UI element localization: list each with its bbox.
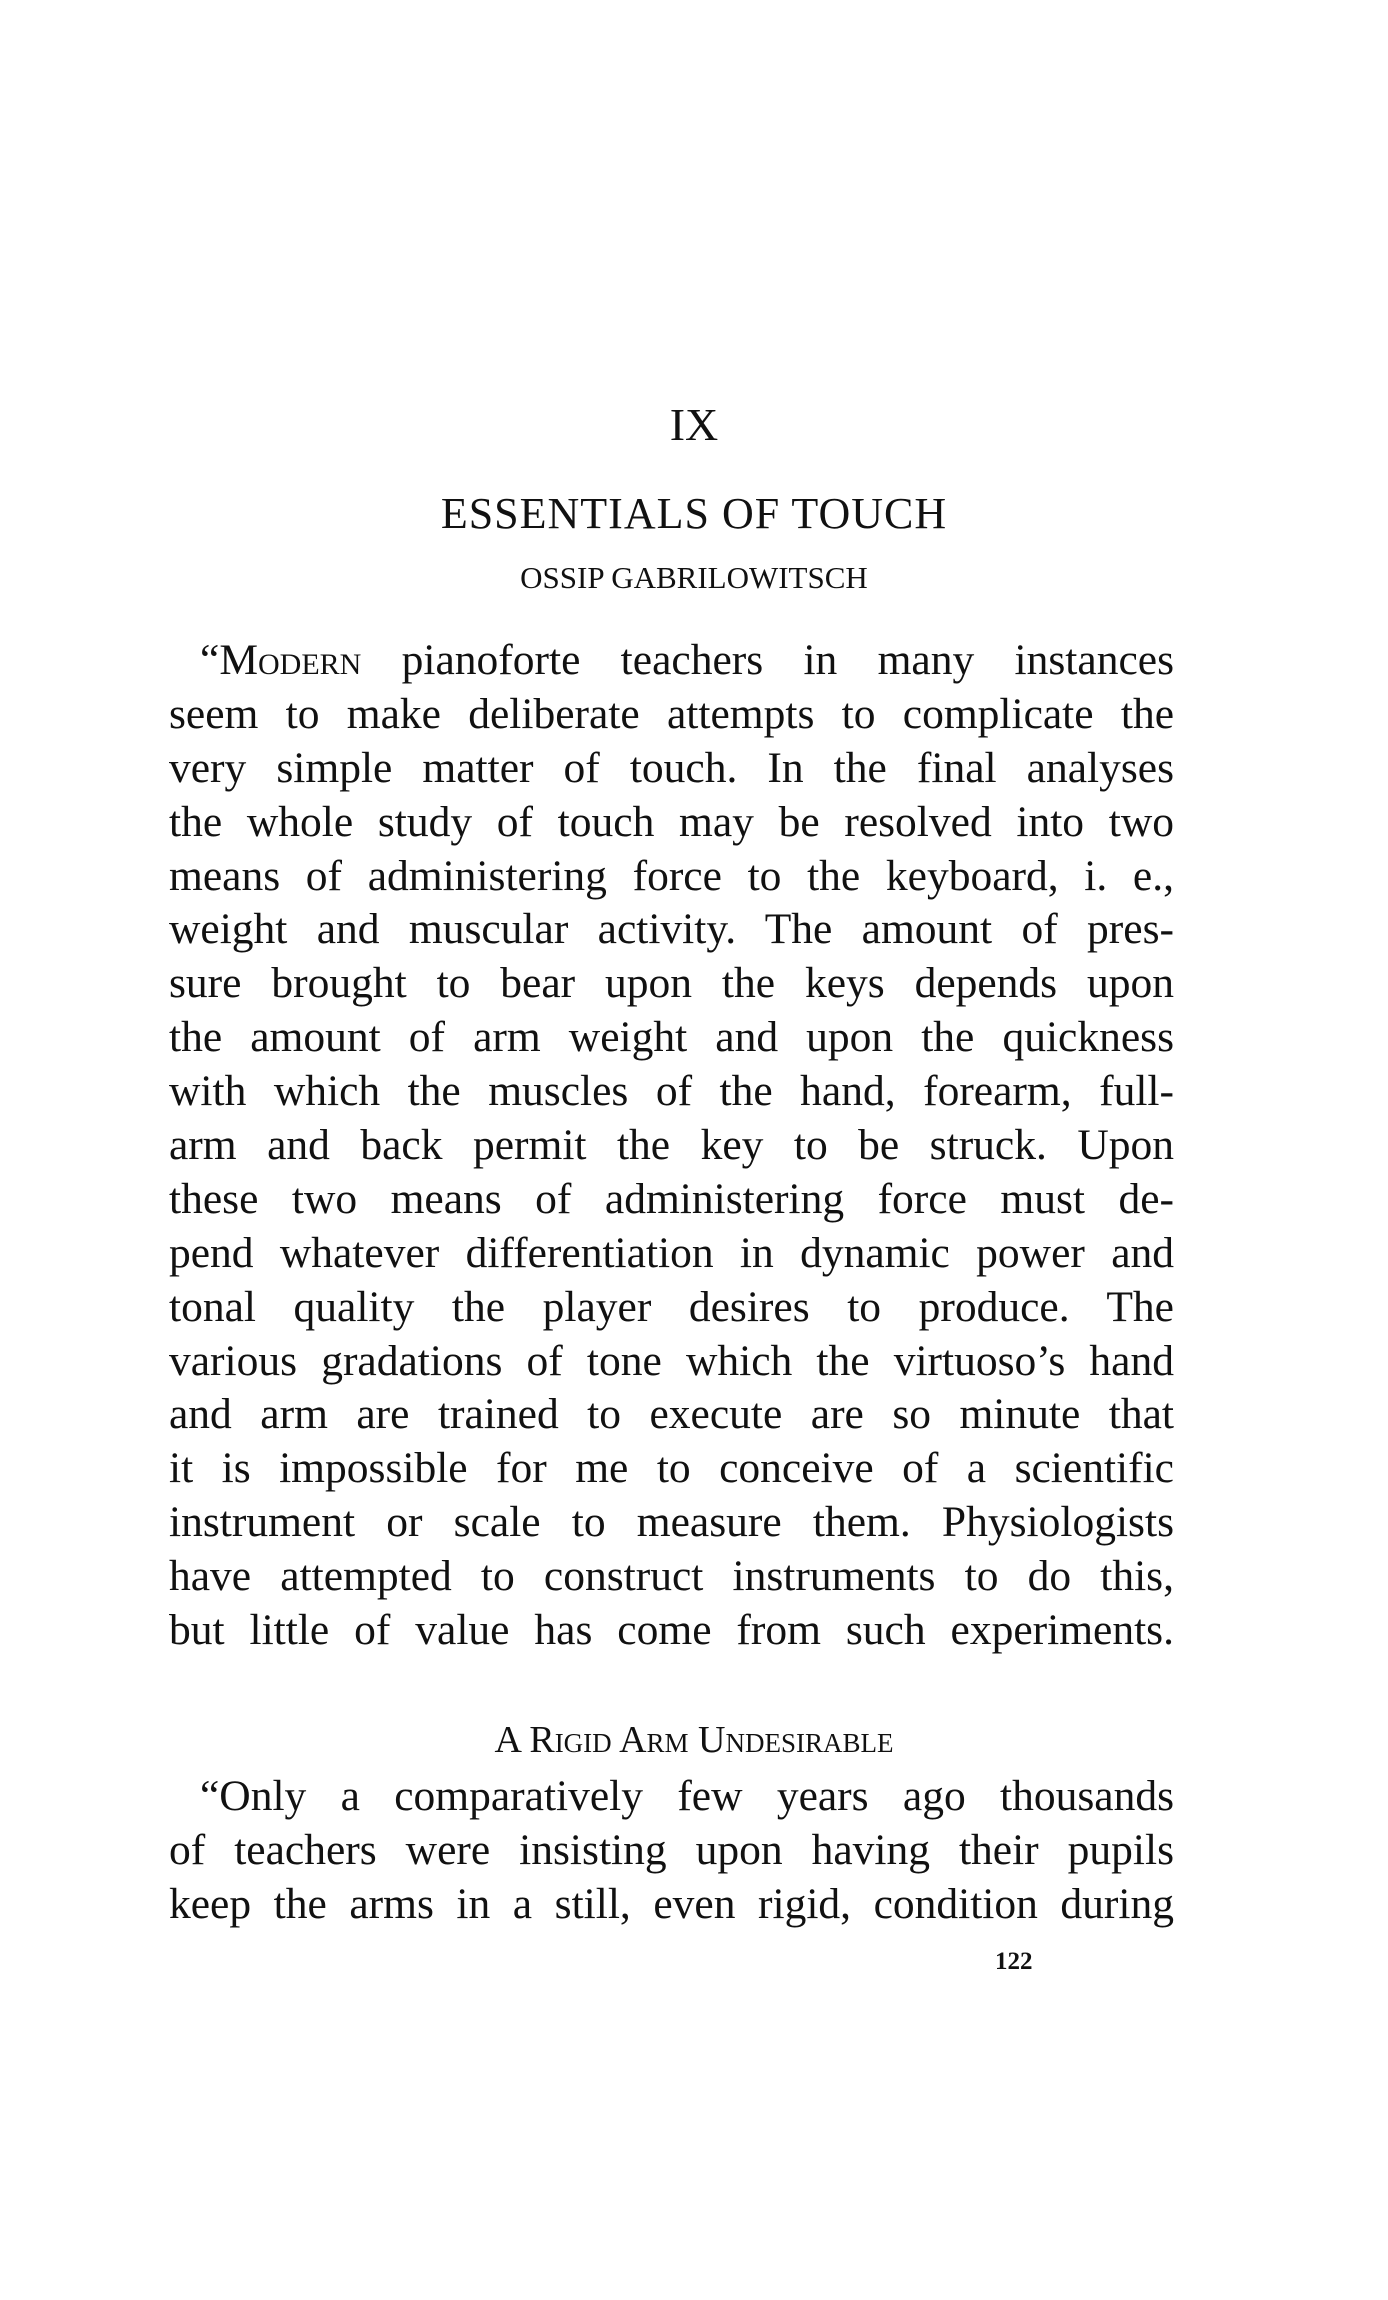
paragraph-2 <box>169 1770 1174 1932</box>
text-line: it is impossible for me to conceive of a scientific <box>169 1444 1174 1493</box>
text-line: the amount of arm weight and upon the quickness <box>169 1013 1174 1062</box>
text-line: pend whatever differentiation in dynamic power and <box>169 1228 1174 1277</box>
small-caps-word: Modern <box>219 636 362 684</box>
text-line: means of administering force to the keyboard, i. e., <box>169 851 1174 900</box>
section-subheading: A Rigid Arm Undesirable <box>494 1719 894 1761</box>
chapter-author: OSSIP GABRILOWITSCH <box>520 560 868 595</box>
text-line: but little of value has come from such experiments. <box>169 1606 1174 1655</box>
text-line: of teachers were insisting upon having their pupils <box>169 1825 1174 1874</box>
open-quote: “ <box>200 636 220 684</box>
text-line: very simple matter of touch. In the final analyses <box>169 743 1174 792</box>
chapter-number: IX <box>669 399 719 450</box>
page-number: 122 <box>995 1948 1033 1975</box>
text-line: the whole study of touch may be resolved into two <box>169 797 1174 846</box>
text-line: sure brought to bear upon the keys depends upon <box>169 959 1174 1008</box>
text-line: instrument or scale to measure them. Physiologists <box>169 1498 1174 1547</box>
text-line: “Only a comparatively few years ago thousands <box>200 1772 1174 1820</box>
text-line: various gradations of tone which the virtuoso’s hand <box>169 1336 1174 1385</box>
text-line: arm and back permit the key to be struck. Upon <box>169 1121 1174 1170</box>
first-line-rest: pianoforte teachers in many instances <box>361 636 1174 684</box>
text-line: keep the arms in a still, even rigid, condition during <box>169 1879 1174 1928</box>
text-line: seem to make deliberate attempts to complicate the <box>169 689 1174 738</box>
text-line: and arm are trained to execute are so minute that <box>169 1390 1174 1439</box>
text-line: these two means of administering force must de- <box>169 1174 1174 1223</box>
text-line: tonal quality the player desires to produce. The <box>169 1282 1174 1331</box>
text-line: weight and muscular activity. The amount of pres- <box>169 905 1174 954</box>
text-line: have attempted to construct instruments to do this, <box>169 1552 1174 1601</box>
chapter-title: ESSENTIALS OF TOUCH <box>440 489 948 538</box>
text-line <box>169 634 1174 688</box>
paragraph-1 <box>169 634 1174 1658</box>
text-line: with which the muscles of the hand, forearm, full- <box>169 1067 1174 1116</box>
